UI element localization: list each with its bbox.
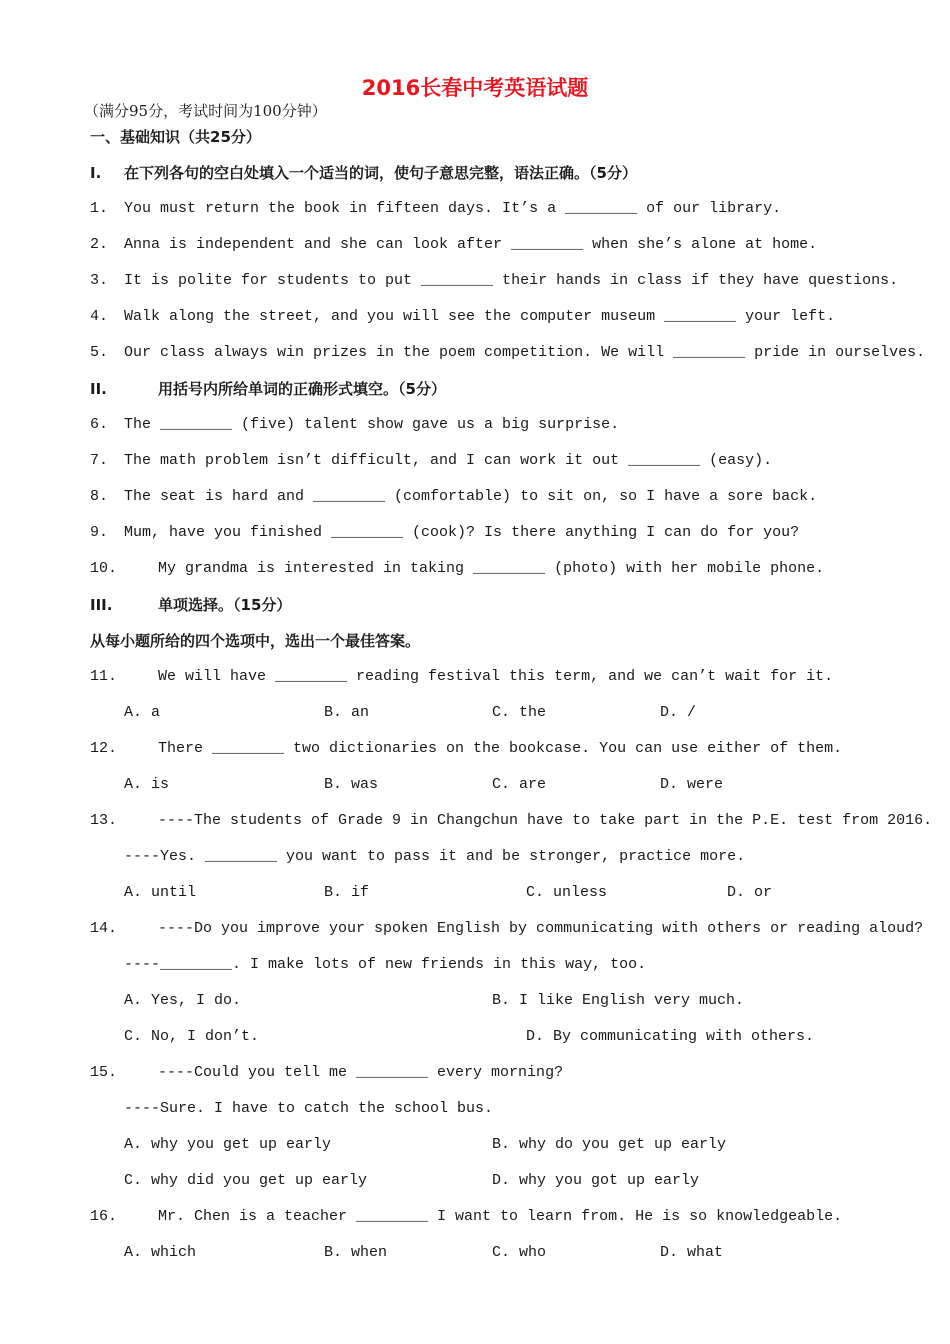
question-number: 10. <box>90 560 118 577</box>
question-number: 15. <box>90 1064 118 1081</box>
option-b: B. an <box>324 704 370 721</box>
question-number: 4. <box>90 308 109 325</box>
option-a: A. why you get up early <box>124 1136 332 1153</box>
question-text: We will have ________ reading festival this term, and we can’t wait for it. <box>158 668 834 685</box>
question-number: 8. <box>90 488 109 505</box>
option-b: B. when <box>324 1244 388 1261</box>
option-d: D. why you got up early <box>492 1172 700 1189</box>
option-c: C. unless <box>526 884 608 901</box>
question-number: 1. <box>90 200 109 217</box>
question-text: You must return the book in fifteen days. It’s a ________ of our library. <box>124 200 782 217</box>
question-text: Walk along the street, and you will see the computer museum ________ your left. <box>124 308 836 325</box>
section-number: III. <box>90 596 113 614</box>
section-instruction: 用括号内所给单词的正确形式填空。（5分） <box>158 380 446 398</box>
question-text: Mum, have you finished ________ (cook)? Is there anything I can do for you? <box>124 524 800 541</box>
option-c: C. the <box>492 704 547 721</box>
question-number: 5. <box>90 344 109 361</box>
question-text: The seat is hard and ________ (comfortable) to sit on, so I have a sore back. <box>124 488 818 505</box>
section-number: I. <box>90 164 102 182</box>
question-number: 12. <box>90 740 118 757</box>
option-d: D. were <box>660 776 724 793</box>
question-number: 7. <box>90 452 109 469</box>
question-text: It is polite for students to put ________ their hands in class if they have questions. <box>124 272 899 289</box>
question-text: Mr. Chen is a teacher ________ I want to learn from. He is so knowledgeable. <box>158 1208 843 1225</box>
question-text: The ________ (five) talent show gave us a big surprise. <box>124 416 620 433</box>
dialogue-reply: ----Yes. ________ you want to pass it and be stronger, practice more. <box>124 848 746 865</box>
question-number: 14. <box>90 920 118 937</box>
option-c: C. are <box>492 776 547 793</box>
section-instruction: 在下列各句的空白处填入一个适当的词，使句子意思完整，语法正确。（5分） <box>124 164 637 182</box>
question-text: ----The students of Grade 9 in Changchun have to take part in the P.E. test from 2016. <box>158 812 933 829</box>
option-d: D. / <box>660 704 697 721</box>
option-d: D. or <box>727 884 773 901</box>
dialogue-reply: ----Sure. I have to catch the school bus. <box>124 1100 494 1117</box>
option-b: B. I like English very much. <box>492 992 745 1009</box>
section-number: II. <box>90 380 107 398</box>
question-number: 6. <box>90 416 109 433</box>
option-d: D. what <box>660 1244 724 1261</box>
question-number: 9. <box>90 524 109 541</box>
option-c: C. who <box>492 1244 547 1261</box>
option-d: D. By communicating with others. <box>526 1028 815 1045</box>
page-title: 2016长春中考英语试题 <box>361 76 589 100</box>
question-number: 3. <box>90 272 109 289</box>
option-b: B. why do you get up early <box>492 1136 727 1153</box>
question-number: 11. <box>90 668 118 685</box>
option-b: B. if <box>324 884 370 901</box>
question-number: 13. <box>90 812 118 829</box>
option-b: B. was <box>324 776 379 793</box>
part-heading: 一、基础知识（共25分） <box>90 128 261 146</box>
option-c: C. No, I don’t. <box>124 1028 260 1045</box>
question-text: My grandma is interested in taking ________ (photo) with her mobile phone. <box>158 560 825 577</box>
option-a: A. Yes, I do. <box>124 992 242 1009</box>
option-a: A. a <box>124 704 161 721</box>
dialogue-reply: ----________. I make lots of new friends in this way, too. <box>124 956 647 973</box>
question-text: Our class always win prizes in the poem competition. We will ________ pride in ourselves. <box>124 344 926 361</box>
question-text: Anna is independent and she can look after ________ when she’s alone at home. <box>124 236 818 253</box>
option-a: A. until <box>124 884 197 901</box>
option-c: C. why did you get up early <box>124 1172 368 1189</box>
option-a: A. is <box>124 776 170 793</box>
subtitle: （满分95分，考试时间为100分钟） <box>84 102 327 120</box>
question-text: ----Could you tell me ________ every morning? <box>158 1064 564 1081</box>
option-a: A. which <box>124 1244 197 1261</box>
question-text: There ________ two dictionaries on the bookcase. You can use either of them. <box>158 740 843 757</box>
question-text: The math problem isn’t difficult, and I can work it out ________ (easy). <box>124 452 773 469</box>
question-number: 16. <box>90 1208 118 1225</box>
question-number: 2. <box>90 236 109 253</box>
question-text: ----Do you improve your spoken English by communicating with others or reading aloud? <box>158 920 924 937</box>
section-subinstruction: 从每小题所给的四个选项中，选出一个最佳答案。 <box>90 632 421 650</box>
section-instruction: 单项选择。（15分） <box>158 596 292 614</box>
